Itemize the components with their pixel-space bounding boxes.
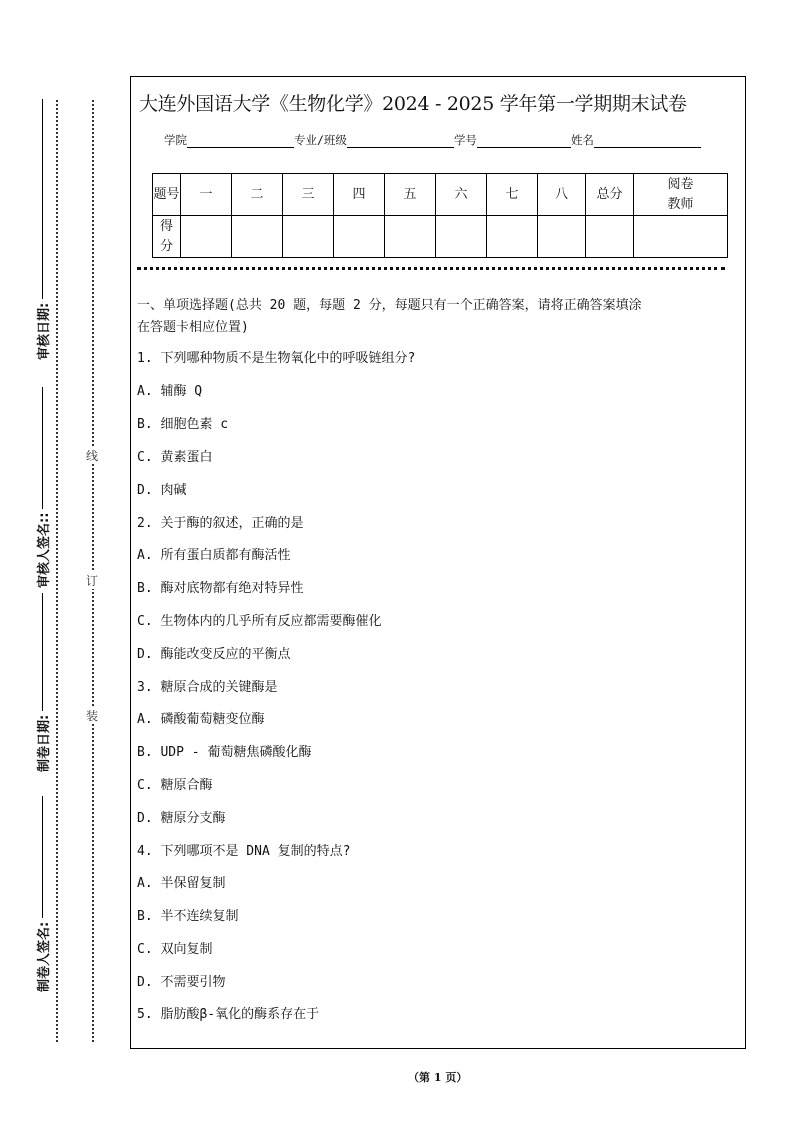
question-stem: 2. 关于酶的叙述，正确的是 <box>137 516 304 531</box>
option: B. UDP - 葡萄糖焦磷酸化酶 <box>137 745 312 760</box>
section-title-line1: 一、单项选择题(总共 20 题，每题 2 分，每题只有一个正确答案，请将正确答案填涂 <box>137 298 642 313</box>
review-date-field <box>33 99 52 360</box>
student-id-field[interactable] <box>477 133 571 148</box>
reviewer-sign-field <box>33 387 52 588</box>
review-date-label: 审核日期: <box>37 302 52 360</box>
col-header: 七 <box>487 174 538 216</box>
col-header: 八 <box>538 174 586 216</box>
score-table-score-row <box>153 216 728 258</box>
col-header: 六 <box>436 174 487 216</box>
make-date-field <box>33 593 52 772</box>
option: B. 细胞色素 c <box>137 417 229 432</box>
college-field[interactable] <box>187 133 294 148</box>
option: D. 糖原分支酶 <box>137 811 226 826</box>
exam-page-frame <box>130 76 746 1049</box>
option: C. 双向复制 <box>137 942 213 957</box>
option: A. 辅酶 Q <box>137 384 203 399</box>
score-cell[interactable] <box>283 216 334 258</box>
score-label-cell: 得分 <box>153 216 181 258</box>
exam-title: 大连外国语大学《生物化学》2024 - 2025 学年第一学期期末试卷 <box>139 93 687 115</box>
name-label: 姓名 <box>570 133 594 147</box>
binding-dotted-line-outer <box>56 100 58 1042</box>
question-stem: 4. 下列哪项不是 DNA 复制的特点? <box>137 844 351 859</box>
score-cell[interactable] <box>586 216 634 258</box>
question-stem: 5. 脂肪酸β-氧化的酶系存在于 <box>137 1007 320 1022</box>
score-cell[interactable] <box>436 216 487 258</box>
binding-dotted-line-inner <box>92 100 94 1042</box>
option: A. 磷酸葡萄糖变位酶 <box>137 712 265 727</box>
col-header: 总分 <box>586 174 634 216</box>
make-date-line[interactable] <box>42 593 43 711</box>
binding-mark-order: 订 <box>86 574 99 588</box>
score-cell[interactable] <box>538 216 586 258</box>
option: A. 所有蛋白质都有酶活性 <box>137 548 291 563</box>
col-header: 阅卷教师 <box>634 174 728 216</box>
score-cell[interactable] <box>232 216 283 258</box>
maker-sign-field <box>33 796 52 992</box>
maker-sign-label: 制卷人签名: <box>37 921 52 992</box>
college-label: 学院 <box>164 133 187 147</box>
col-header: 四 <box>334 174 385 216</box>
option: C. 生物体内的几乎所有反应都需要酶催化 <box>137 614 382 629</box>
col-header: 三 <box>283 174 334 216</box>
option: D. 肉碱 <box>137 483 187 498</box>
student-id-label: 学号 <box>453 133 477 147</box>
section-title-line2: 在答题卡相应位置) <box>137 320 249 335</box>
score-cell[interactable] <box>334 216 385 258</box>
name-field[interactable] <box>594 133 701 148</box>
header-label-cell: 题号 <box>153 174 181 216</box>
option: C. 黄素蛋白 <box>137 450 213 465</box>
score-table-header-row <box>153 174 728 216</box>
option: B. 酶对底物都有绝对特异性 <box>137 581 304 596</box>
score-cell[interactable] <box>487 216 538 258</box>
binding-mark-pack: 装 <box>86 709 99 723</box>
option: A. 半保留复制 <box>137 876 226 891</box>
student-info-row <box>164 132 701 148</box>
option: B. 半不连续复制 <box>137 909 239 924</box>
section-divider <box>137 267 725 270</box>
score-table <box>152 173 728 258</box>
reviewer-sign-line[interactable] <box>42 387 43 509</box>
major-field[interactable] <box>347 133 454 148</box>
score-cell[interactable] <box>385 216 436 258</box>
question-stem: 1. 下列哪种物质不是生物氧化中的呼吸链组分? <box>137 351 416 366</box>
maker-sign-line[interactable] <box>42 796 43 918</box>
col-header: 五 <box>385 174 436 216</box>
review-date-line[interactable] <box>42 99 43 299</box>
col-header: 二 <box>232 174 283 216</box>
page-number: （第 1 页） <box>408 1071 468 1084</box>
binding-mark-line: 线 <box>86 449 99 463</box>
question-stem: 3. 糖原合成的关键酶是 <box>137 680 278 695</box>
make-date-label: 制卷日期: <box>37 714 52 772</box>
col-header: 一 <box>181 174 232 216</box>
reviewer-sign-label: 审核人签名:: <box>37 512 52 588</box>
option: D. 不需要引物 <box>137 975 226 990</box>
score-cell[interactable] <box>181 216 232 258</box>
option: D. 酶能改变反应的平衡点 <box>137 647 291 662</box>
option: C. 糖原合酶 <box>137 778 213 793</box>
major-label: 专业/班级 <box>294 133 347 147</box>
score-cell[interactable] <box>634 216 728 258</box>
